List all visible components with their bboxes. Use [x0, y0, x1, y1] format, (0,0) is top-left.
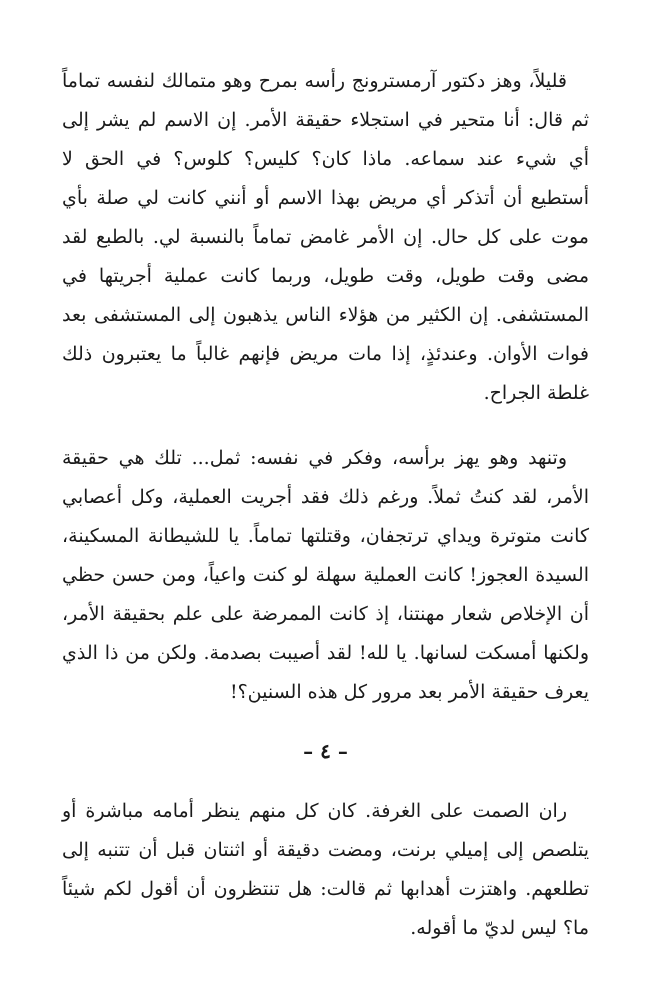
book-page	[62, 62, 589, 980]
paragraph-2: وتنهد وهو يهز برأسه، وفكر في نفسه: ثمل... تلك هي حقيقة الأمر، لقد كنتُ ثملاً. ورغم ذلك فقد أجريت العملية، وكل أعصابي كانت متوترة ويداي ترتجفان، وقتلتها تماماً. يا للشيطانة المسكينة، السيدة العجوز! كانت العملية سهلة لو كنت واعياً، ومن حسن حظي أن الإخلاص شعار مهنتنا، إذ كانت الممرضة على علم بحقيقة الأمر، ولكنها أمسكت لسانها. يا لله! لقد أصيبت بصدمة. ولكن من ذا الذي يعرف حقيقة الأمر بعد مرور كل هذه السنين؟!	[62, 447, 589, 703]
paragraph-1: قليلاً، وهز دكتور آرمسترونج رأسه بمرح وهو متمالك لنفسه تماماً ثم قال: أنا متحير في استجلاء حقيقة الأمر. إن الاسم لم يشر إلى أي شيء عند سماعه. ماذا كان؟ كليس؟ كلوس؟ في الحق لا أستطيع أن أتذكر أي مريض بهذا الاسم أو أنني كانت لي صلة بأي موت على كل حال. إن الأمر غامض تماماً بالنسبة لي. بالطبع لقد مضى وقت طويل، وقت طويل، وربما كانت عملية أجريتها في المستشفى. إن الكثير من هؤلاء الناس يذهبون إلى المستشفى بعد فوات الأوان. وعندئذٍ، إذا مات مريض فإنهم غالباً ما يعتبرون ذلك غلطة الجراح.	[62, 70, 589, 404]
paragraph-3: ران الصمت على الغرفة. كان كل منهم ينظر أمامه مباشرة أو يتلصص إلى إميلي برنت، ومضت دقيقة أو اثنتان قبل أن تتنبه إلى تطلعهم. واهتزت أهدابها ثم قالت: هل تنتظرون أن أقول لكم شيئاً ما؟ ليس لديّ ما أقوله.	[62, 800, 589, 939]
chapter-number: – ٤ –	[303, 739, 348, 763]
